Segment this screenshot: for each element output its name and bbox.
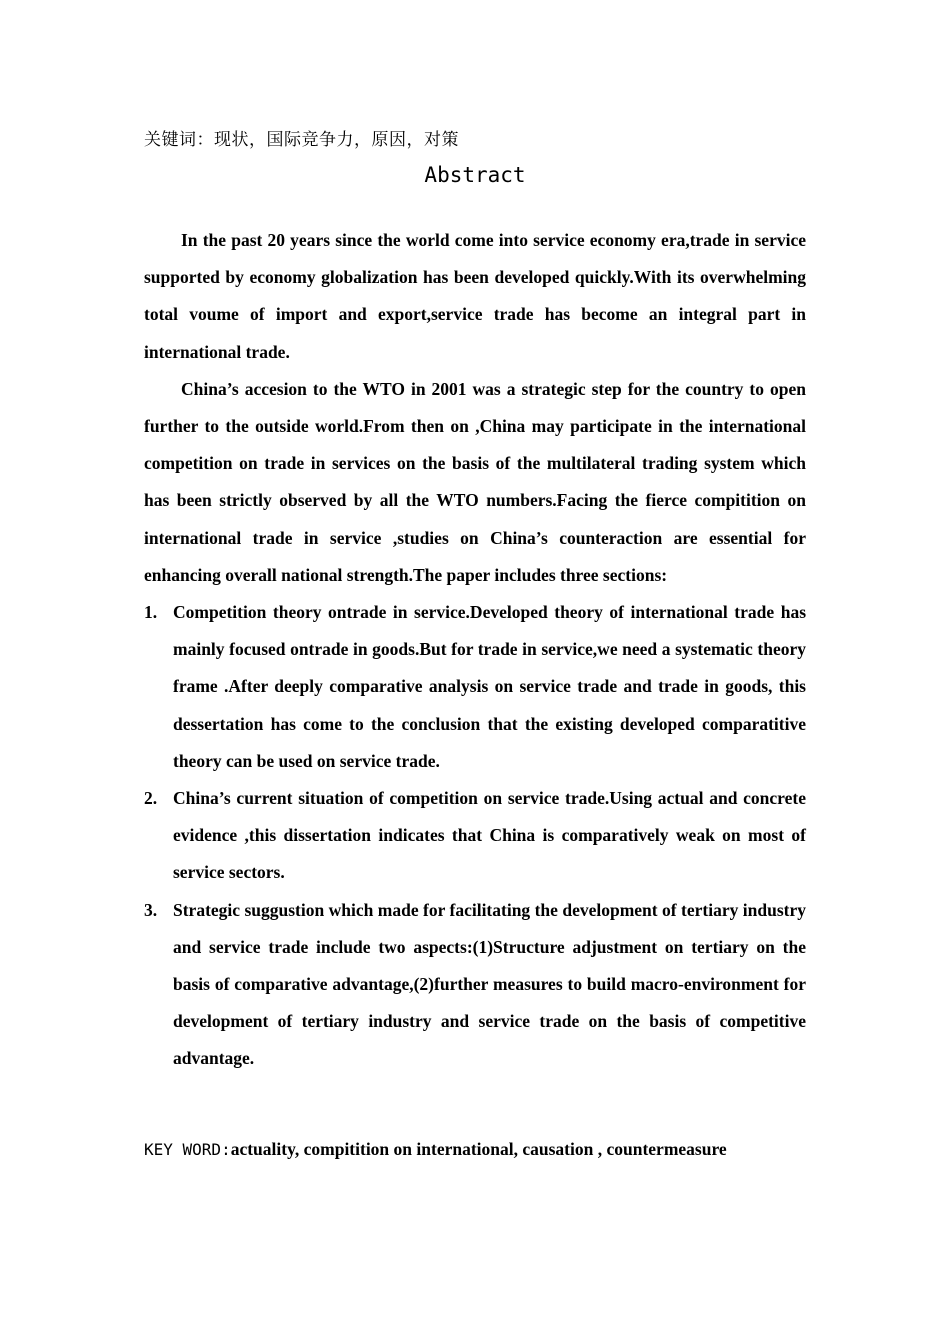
list-item-number: 1. [144, 602, 158, 623]
abstract-paragraph-2: China’s accesion to the WTO in 2001 was a strategic step for the country to open further to the outside world.From then on ,China may participate in the international competition on trade in services on the basis of the multilateral trading system which has been strictly observed by all the WTO numbers.Facing the fierce compitition on international trade in service ,studies on China’s counteraction are essential for enhancing overall national strength.The paper includes three sections: [144, 378, 806, 585]
english-keywords [144, 1139, 727, 1160]
list-item-text: Competition theory ontrade in service.Developed theory of international trade has mainly focused ontrade in goods.But for trade in service,we need a systematic theory frame .After deeply comparative analysis on service trade and trade in goods, this dessertation has come to the conclusion that the existing developed comparatitive theory can be used on service trade. [173, 602, 806, 771]
chinese-keywords: 关键词：现状，国际竞争力，原因，对策 [144, 130, 459, 150]
list-item-text: Strategic suggustion which made for facilitating the development of tertiary industry and service trade include two aspects:(1)Structure adjustment on tertiary on the basis of comparative advantage,(2)further measures to build macro-environment for development of tertiary industry and service trade on the basis of competitive advantage. [173, 899, 806, 1069]
section-list [144, 594, 806, 1078]
keywords-label: KEY WORD: [144, 1140, 231, 1159]
abstract-body [144, 222, 806, 1078]
keywords-text: actuality, compitition on international, causation , countermeasure [230, 1139, 727, 1159]
list-item [144, 594, 806, 780]
list-item [144, 892, 806, 1078]
list-item-number: 3. [144, 899, 158, 920]
list-item-text: China’s current situation of competition on service trade.Using actual and concrete evidence ,this dissertation indicates that China is comparatively weak on most of service sectors. [173, 788, 806, 883]
list-item [144, 780, 806, 892]
abstract-title: Abstract [424, 163, 526, 187]
list-item-number: 2. [144, 788, 158, 809]
abstract-paragraph-1: In the past 20 years since the world come into service economy era,trade in service supported by economy globalization has been developed quickly.With its overwhelming total voume of import and export,service trade has become an integral part in international trade. [144, 230, 806, 362]
